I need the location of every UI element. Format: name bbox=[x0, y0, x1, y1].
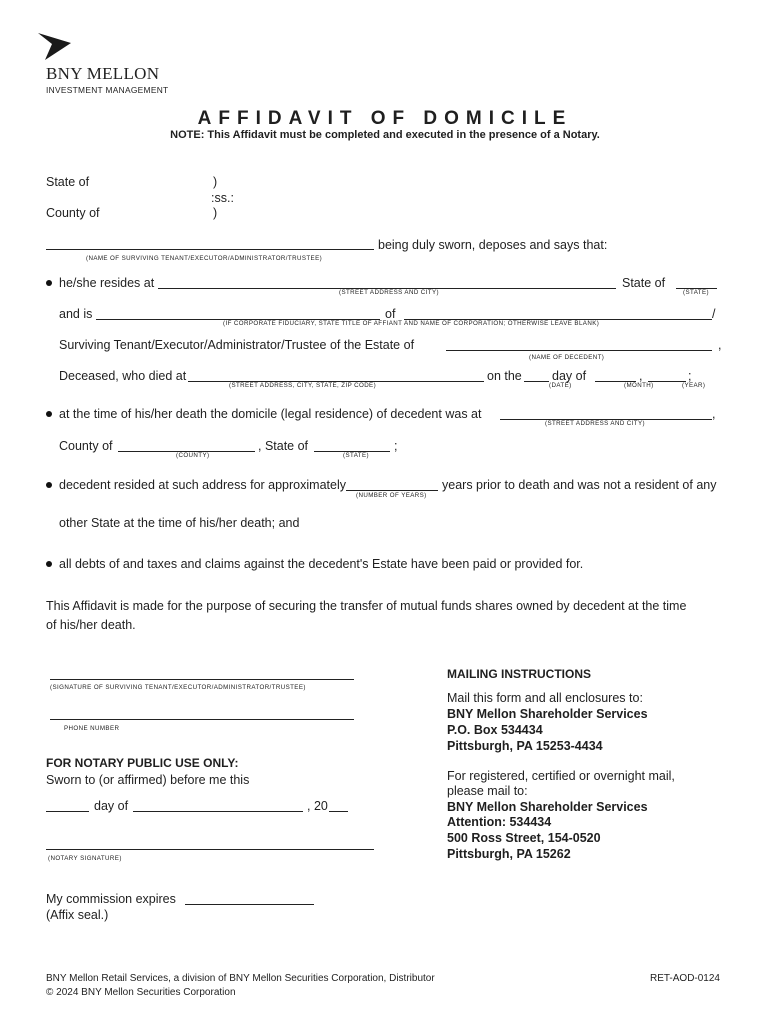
commission-text: My commission expires bbox=[46, 892, 176, 906]
affiant-name-caption: (NAME OF SURVIVING TENANT/EXECUTOR/ADMINISTRATOR/TRUSTEE) bbox=[86, 255, 323, 262]
venue-paren-top: ) bbox=[213, 175, 218, 189]
footer-copyright: © 2024 BNY Mellon Securities Corporation bbox=[46, 987, 236, 998]
affix-seal-text: (Affix seal.) bbox=[46, 908, 109, 922]
signature-caption: (SIGNATURE OF SURVIVING TENANT/EXECUTOR/ADMINISTRATOR/TRUSTEE) bbox=[50, 684, 306, 691]
county-state-text: , State of bbox=[258, 439, 309, 453]
death-year-caption: (YEAR) bbox=[682, 382, 706, 389]
years-text-before: decedent resided at such address for approximately bbox=[59, 478, 346, 492]
domicile-text: at the time of his/her death the domicile (legal residence) of decedent was at bbox=[59, 407, 482, 421]
death-date-field[interactable] bbox=[524, 381, 549, 382]
form-code: RET-AOD-0124 bbox=[649, 973, 720, 984]
fiduciary-caption: (IF CORPORATE FIDUCIARY, STATE TITLE OF AFFIANT AND NAME OF CORPORATION; OTHERWISE LEAVE BLANK) bbox=[223, 320, 600, 327]
mailing-address-line: Pittsburgh, PA 15253-4434 bbox=[447, 739, 603, 753]
decedent-name-caption: (NAME OF DECEDENT) bbox=[529, 354, 605, 361]
domicile-comma: , bbox=[712, 407, 716, 421]
commission-date-field[interactable] bbox=[185, 904, 314, 905]
years-text-after: years prior to death and was not a resident of any bbox=[442, 478, 717, 492]
decedent-name-field[interactable] bbox=[446, 350, 712, 351]
purpose-line-2: of his/her death. bbox=[46, 618, 136, 632]
notary-year-prefix: , 20 bbox=[307, 799, 328, 813]
and-is-of: of bbox=[385, 307, 396, 321]
residence-state-caption: (STATE) bbox=[683, 289, 709, 296]
overnight-intro: please mail to: bbox=[447, 784, 528, 798]
death-address-caption: (STREET ADDRESS, CITY, STATE, ZIP CODE) bbox=[229, 382, 377, 389]
venue-paren-bottom: ) bbox=[213, 206, 218, 220]
residence-address-caption: (STREET ADDRESS AND CITY) bbox=[339, 289, 439, 296]
and-is-slash: / bbox=[712, 307, 716, 321]
notary-signature-field[interactable] bbox=[46, 849, 374, 850]
death-date-caption: (DATE) bbox=[549, 382, 572, 389]
notary-heading: FOR NOTARY PUBLIC USE ONLY: bbox=[46, 756, 239, 770]
county-state-caption: (STATE) bbox=[343, 452, 369, 459]
and-is-text: and is bbox=[59, 307, 93, 321]
domicile-address-caption: (STREET ADDRESS AND CITY) bbox=[545, 420, 645, 427]
notary-month-field[interactable] bbox=[133, 811, 303, 812]
bullet-icon bbox=[46, 561, 52, 567]
bullet-icon bbox=[46, 280, 52, 286]
on-the-text: on the bbox=[487, 369, 522, 383]
notary-note: NOTE: This Affidavit must be completed and executed in the presence of a Notary. bbox=[170, 129, 600, 141]
notary-day-of: day of bbox=[94, 799, 129, 813]
logo-arrow-icon bbox=[38, 33, 72, 61]
debts-text: all debts of and taxes and claims against the decedent's Estate have been paid or provided for. bbox=[59, 557, 584, 571]
surviving-comma: , bbox=[718, 338, 722, 352]
years-field[interactable] bbox=[346, 490, 438, 491]
surviving-text: Surviving Tenant/Executor/Administrator/Trustee of the Estate of bbox=[59, 338, 415, 352]
notary-day-field[interactable] bbox=[46, 811, 89, 812]
years-continuation: other State at the time of his/her death; and bbox=[59, 516, 300, 530]
signature-field[interactable] bbox=[50, 679, 354, 680]
resides-state-text: State of bbox=[622, 276, 666, 290]
overnight-address-line: BNY Mellon Shareholder Services bbox=[447, 800, 648, 814]
purpose-line-1: This Affidavit is made for the purpose of securing the transfer of mutual funds shares owned by decedent at the time bbox=[46, 599, 687, 613]
deceased-text: Deceased, who died at bbox=[59, 369, 187, 383]
mailing-intro: Mail this form and all enclosures to: bbox=[447, 691, 643, 705]
bullet-icon bbox=[46, 482, 52, 488]
death-month-caption: (MONTH) bbox=[624, 382, 654, 389]
overnight-address-line: 500 Ross Street, 154-0520 bbox=[447, 831, 601, 845]
sworn-text: being duly sworn, deposes and says that: bbox=[378, 238, 608, 252]
mailing-heading: MAILING INSTRUCTIONS bbox=[447, 667, 591, 681]
resides-text: he/she resides at bbox=[59, 276, 155, 290]
overnight-address-line: Pittsburgh, PA 15262 bbox=[447, 847, 571, 861]
county-semicolon: ; bbox=[394, 439, 398, 453]
county-label: County of bbox=[46, 206, 100, 220]
notary-year-field[interactable] bbox=[329, 811, 348, 812]
affiant-name-field[interactable] bbox=[46, 249, 374, 250]
mailing-address-line: P.O. Box 534434 bbox=[447, 723, 543, 737]
logo-subtitle: INVESTMENT MANAGEMENT bbox=[46, 85, 169, 95]
years-caption: (NUMBER OF YEARS) bbox=[356, 492, 427, 499]
phone-caption: PHONE NUMBER bbox=[64, 725, 120, 732]
death-year-field[interactable] bbox=[648, 381, 686, 382]
venue-ss: :ss.: bbox=[211, 191, 234, 205]
notary-sworn-text: Sworn to (or affirmed) before me this bbox=[46, 773, 250, 787]
day-of-text: day of bbox=[552, 369, 587, 383]
state-label: State of bbox=[46, 175, 90, 189]
bullet-icon bbox=[46, 411, 52, 417]
overnight-intro: For registered, certified or overnight mail, bbox=[447, 769, 675, 783]
county-text: County of bbox=[59, 439, 113, 453]
mailing-address-line: BNY Mellon Shareholder Services bbox=[447, 707, 648, 721]
page-title: AFFIDAVIT OF DOMICILE bbox=[197, 108, 573, 129]
logo-name: BNY MELLON bbox=[46, 64, 160, 83]
phone-field[interactable] bbox=[50, 719, 354, 720]
death-semicolon: ; bbox=[688, 369, 692, 383]
footer-distributor: BNY Mellon Retail Services, a division of BNY Mellon Securities Corporation, Distributor bbox=[46, 973, 435, 984]
notary-signature-caption: (NOTARY SIGNATURE) bbox=[48, 855, 122, 862]
overnight-address-line: Attention: 534434 bbox=[447, 815, 552, 829]
death-comma: , bbox=[639, 369, 643, 383]
county-caption: (COUNTY) bbox=[176, 452, 210, 459]
